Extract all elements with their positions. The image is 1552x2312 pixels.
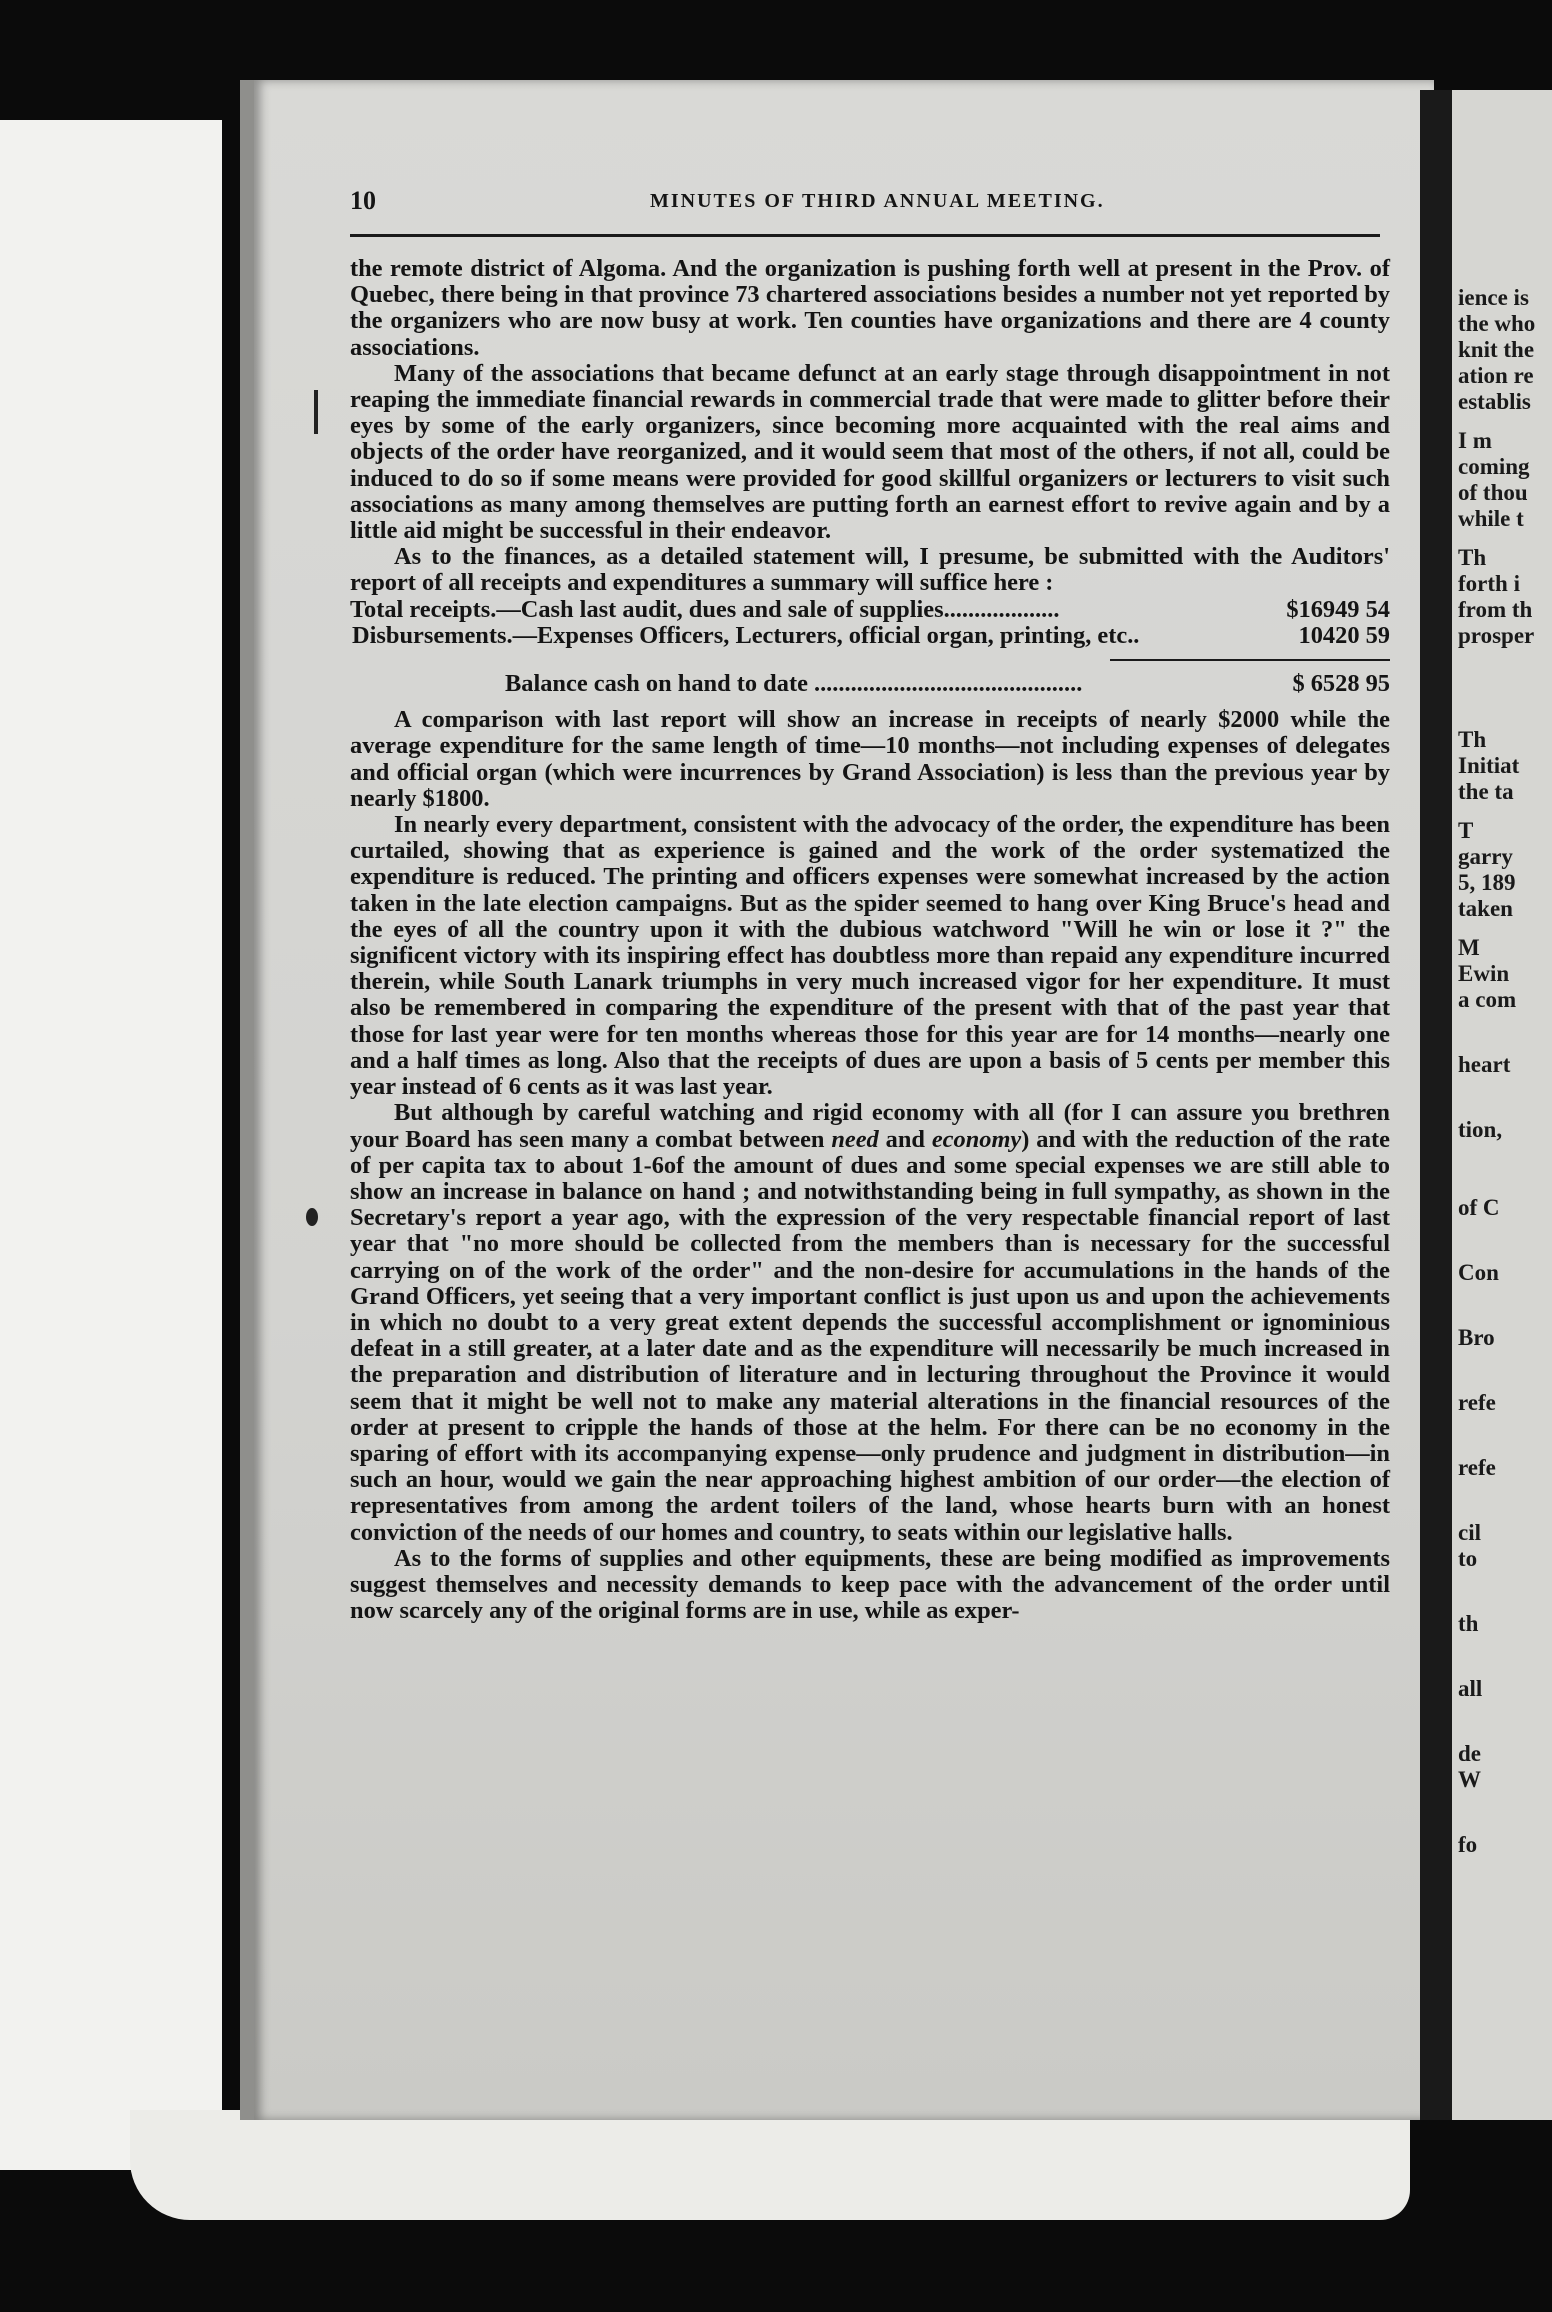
header-rule: [350, 234, 1380, 237]
adjacent-page-fragment: all: [1458, 1676, 1483, 1701]
paragraph: A comparison with last report will show an increase in receipts of nearly $2000 while the average expenditure for the same length of time—10 months—not including expenses of delegates and official organ (which were incurrences by Grand Association) is less than the previous year by nearly $1800.: [350, 706, 1390, 812]
paragraph: [350, 1100, 1390, 1545]
page-number: 10: [350, 186, 376, 215]
adjacent-page-fragment: while t: [1458, 506, 1524, 531]
page-gutter: [1420, 90, 1452, 2120]
margin-blot: [306, 1208, 318, 1226]
adjacent-page-fragment: tion,: [1458, 1117, 1503, 1142]
adjacent-page-fragment: the who: [1458, 311, 1536, 336]
paragraph: Many of the associations that became defunct at an early stage through disappointment in not reaping the immediate financial rewards in commercial trade that were made to glitter before their eyes by some of the early organizers, since becoming more acquainted with the real aims and objects of the order have reorganized, and it would seem that most of the others, if not all, could be induced to do so if some means were provided for good skillful organizers or lecturers to visit such associations as many among themselves are putting forth an earnest effort to revive again and by a little aid might be successful in their endeavor.: [350, 359, 1390, 545]
adjacent-page-fragment: refe: [1458, 1390, 1496, 1415]
text-run: But although by careful watching and rigid economy with all (for I can assure you brethren your Board has seen many a combat between: [350, 1099, 1390, 1153]
paragraph: As to the forms of supplies and other equipments, these are being modified as improvements suggest themselves and necessity demands to keep pace with the advancement of the order until now scarcely any of the original forms are in use, while as exper-: [350, 1544, 1390, 1625]
scan-margin-left: [0, 120, 222, 2170]
finance-disbursements-row: [350, 623, 1390, 649]
italic-word: need: [831, 1125, 879, 1153]
adjacent-page-fragment: T: [1458, 818, 1474, 843]
adjacent-page-fragment: Initiat: [1458, 753, 1520, 778]
adjacent-page-fragment: establis: [1458, 389, 1531, 414]
adjacent-page-fragment: W: [1458, 1767, 1481, 1792]
adjacent-page-fragment: Bro: [1458, 1325, 1495, 1350]
scan-margin-bottom: [130, 2110, 1410, 2220]
adjacent-page-fragment: Th: [1458, 727, 1487, 752]
finance-balance-row: [350, 671, 1390, 697]
adjacent-page-fragment: to: [1458, 1546, 1478, 1571]
adjacent-page-fragment: forth i: [1458, 571, 1520, 596]
adjacent-page-fragment: knit the: [1458, 337, 1535, 362]
receipts-label: Total receipts.—Cash last audit, dues and sale of supplies...................: [350, 596, 1060, 623]
adjacent-page-fragment: garry: [1458, 844, 1513, 869]
page-header: [350, 186, 1380, 220]
adjacent-page-fragment: refe: [1458, 1455, 1496, 1480]
finance-receipts-row: [350, 597, 1390, 623]
paragraph: In nearly every department, consistent with the advocacy of the order, the expenditure has been curtailed, showing that as experience is gained and the work of the order systematized the expenditure is reduced. The printing and officers expenses were somewhat increased by the action taken in the late election campaigns. But as the spider seemed to hang over King Bruce's head and the eyes of all the country upon it with the dubious watchword "Will he win or lose it ?" the significent victory with its inspiring effect has doubtless more than repaid any expenditure incurred therein, while South Lanark triumphs in very much increased vigor for her expenditure. It must also be remembered in comparing the expenditure of the present with that of the past year that those for last year were for ten months whereas those for this year are for 14 months—nearly one and a half times as long. Also that the receipts of dues are upon a basis of 5 cents per member this year instead of 6 cents as it was last year.: [350, 811, 1390, 1101]
adjacent-page-fragment: a com: [1458, 987, 1517, 1012]
adjacent-page-fragment: heart: [1458, 1052, 1511, 1077]
adjacent-page-fragment: th: [1458, 1611, 1479, 1636]
italic-word: economy: [931, 1125, 1022, 1153]
text-run: and: [878, 1125, 932, 1153]
sum-rule: [1110, 659, 1390, 661]
adjacent-page-fragment: 5, 189: [1458, 870, 1516, 895]
adjacent-page-fragment: from th: [1458, 597, 1533, 622]
receipts-amount: $16949 54: [1286, 595, 1390, 623]
running-head: MINUTES OF THIRD ANNUAL MEETING.: [650, 190, 1105, 212]
paragraph: As to the finances, as a detailed statement will, I presume, be submitted with the Auditors' report of all receipts and expenditures a summary will suffice here :: [350, 543, 1390, 597]
balance-label: Balance cash on hand to date ............................................: [505, 670, 1083, 698]
adjacent-page-fragment: of C: [1458, 1195, 1500, 1220]
adjacent-page: [1452, 90, 1552, 2120]
adjacent-page-fragment: prosper: [1458, 623, 1535, 648]
adjacent-page-fragment: taken: [1458, 896, 1513, 921]
text-run: ) and with the reduction of the rate of per capita tax to about 1-6of the amount of dues and some special expenses we are still able to show an increase in balance on hand ; and notwithstanding being in full sympathy, as shown in the Secretary's report a year ago, with the expression of the very respectable financial report of last year that "no more should be collected from the members than is necessary for the successful carrying on of the work of the order" and the non-desire for accumulations in the hands of the Grand Officers, yet seeing that a very important conflict is just upon us and upon the achievements in which no doubt to a very great extent depends the successful accomplishment or ignominious defeat in a still greater, at a later date and as the expenditure will necessarily be much increased in the preparation and distribution of literature and in lecturing throughout the Province it would seem that it might be well not to make any material alterations in the financial resources of the order at present to cripple the hands of those at the helm. For there can be no economy in the sparing of effort with its accompanying expense—only prudence and judgment in distribution—in such an hour, would we gain the near approaching highest ambition of our order—the election of representatives from among the ardent toilers of the land, whose hearts burn with an honest conviction of the needs of our homes and country, to seats within our legislative halls.: [350, 1125, 1390, 1546]
adjacent-page-fragment: M: [1458, 935, 1480, 960]
body-text: [350, 256, 1390, 1624]
adjacent-page-fragment: ation re: [1458, 363, 1534, 388]
paragraph: the remote district of Algoma. And the organization is pushing forth well at present in the Prov. of Quebec, there being in that province 73 chartered associations besides a number not yet reported by the organizers who are now busy at work. Ten counties have organizations and there are 4 county associations.: [350, 255, 1390, 361]
adjacent-page-fragment: of thou: [1458, 480, 1528, 505]
adjacent-page-fragment: the ta: [1458, 779, 1514, 804]
adjacent-page-fragment: de: [1458, 1741, 1481, 1766]
balance-amount: $ 6528 95: [1292, 670, 1390, 698]
adjacent-page-fragment: cil: [1458, 1520, 1481, 1545]
adjacent-page-fragment: ience is: [1458, 285, 1529, 310]
disbursements-label: Disbursements.—Expenses Officers, Lecturers, official organ, printing, etc..: [352, 622, 1140, 649]
adjacent-page-fragment: fo: [1458, 1832, 1478, 1857]
adjacent-page-fragment: Con: [1458, 1260, 1499, 1285]
adjacent-page-fragment: Ewin: [1458, 961, 1510, 986]
adjacent-page-fragment: coming: [1458, 454, 1530, 479]
adjacent-page-fragment: Th: [1458, 545, 1487, 570]
disbursements-amount: 10420 59: [1298, 621, 1390, 649]
adjacent-page-fragment: I m: [1458, 428, 1492, 453]
margin-mark: [314, 390, 318, 434]
